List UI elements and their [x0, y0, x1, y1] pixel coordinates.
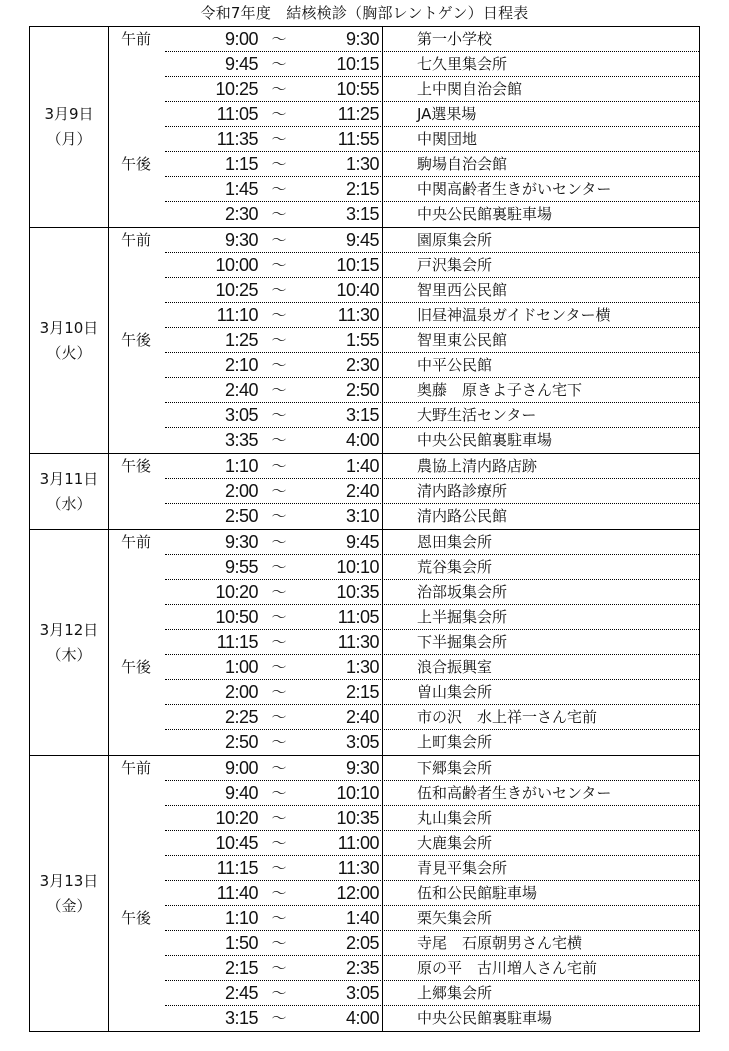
date-cell — [30, 228, 109, 453]
end-time: 12:00 — [336, 883, 379, 903]
location-name: 荒谷集会所 — [417, 558, 493, 576]
location-name: 中関高齢者生きがいセンター — [417, 180, 612, 198]
location-name: 栗矢集会所 — [417, 909, 493, 927]
location-name: 原の平 古川増人さん宅前 — [417, 959, 598, 977]
schedule-row — [109, 479, 699, 504]
end-time: 4:00 — [345, 430, 379, 450]
schedule-row — [109, 102, 699, 127]
start-time: 2:00 — [224, 682, 258, 702]
location-name: 智里西公民館 — [417, 281, 508, 299]
location-name: 清内路公民館 — [417, 507, 508, 525]
time-separator: ～ — [271, 205, 287, 223]
page-title: 令和7年度 結核検診（胸部レントゲン）日程表 — [200, 4, 529, 22]
location-name: 下半掘集会所 — [417, 633, 508, 651]
column-divider — [382, 956, 383, 981]
date-label: 3月12日 — [39, 620, 99, 639]
date-label: 3月11日 — [39, 469, 99, 488]
date-cell — [30, 530, 109, 755]
column-divider — [382, 27, 383, 52]
time-separator: ～ — [271, 959, 287, 977]
location-name: 上町集会所 — [417, 733, 493, 751]
day-rows — [109, 454, 699, 529]
time-separator: ～ — [271, 507, 287, 525]
end-time: 11:30 — [337, 305, 379, 325]
start-time: 9:00 — [224, 758, 258, 778]
location-name: 中央公民館裏駐車場 — [417, 431, 553, 449]
time-separator: ～ — [271, 457, 287, 475]
weekday-label: （火） — [46, 343, 92, 362]
end-time: 10:10 — [336, 557, 379, 577]
start-time: 1:10 — [224, 456, 258, 476]
location-name: 旧昼神温泉ガイドセンター横 — [417, 306, 611, 324]
end-time: 1:40 — [345, 456, 379, 476]
schedule-row — [109, 956, 699, 981]
start-time: 1:45 — [224, 179, 258, 199]
end-time: 9:45 — [345, 230, 379, 250]
time-separator: ～ — [271, 909, 287, 927]
time-separator: ～ — [271, 1009, 287, 1027]
end-time: 2:30 — [345, 355, 379, 375]
location-name: 青見平集会所 — [417, 859, 508, 877]
time-separator: ～ — [271, 482, 287, 500]
date-label: 3月9日 — [44, 105, 94, 123]
schedule-row — [109, 680, 699, 705]
period-label: 午前 — [121, 533, 152, 551]
location-name: 奥藤 原きよ子さん宅下 — [417, 381, 583, 399]
end-time: 10:40 — [336, 280, 379, 300]
location-name: 上中関自治会館 — [417, 80, 523, 98]
schedule-row — [109, 630, 699, 655]
time-separator: ～ — [271, 934, 287, 952]
day-rows — [109, 756, 699, 1031]
end-time: 4:00 — [345, 1008, 379, 1028]
period-label: 午前 — [121, 30, 152, 48]
schedule-row — [109, 403, 699, 428]
end-time: 1:40 — [345, 908, 379, 928]
time-separator: ～ — [271, 558, 287, 576]
end-time: 2:15 — [345, 682, 379, 702]
end-time: 9:30 — [345, 758, 379, 778]
end-time: 3:15 — [345, 405, 379, 425]
start-time: 9:55 — [224, 557, 258, 577]
start-time: 2:00 — [224, 481, 258, 501]
end-time: 10:10 — [336, 783, 379, 803]
location-name: 浪合振興室 — [417, 658, 493, 676]
column-divider — [382, 630, 383, 655]
location-name: 駒場自治会館 — [417, 155, 508, 173]
schedule-row — [109, 655, 699, 680]
column-divider — [382, 403, 383, 428]
start-time: 3:35 — [224, 430, 258, 450]
column-divider — [382, 102, 383, 127]
time-separator: ～ — [271, 733, 287, 751]
location-name: 農協上清内路店跡 — [417, 457, 538, 475]
day-group — [30, 227, 699, 453]
location-name: 市の沢 水上祥一さん宅前 — [417, 708, 598, 726]
end-time: 10:35 — [336, 582, 379, 602]
time-separator: ～ — [271, 759, 287, 777]
schedule-row — [109, 152, 699, 177]
end-time: 1:30 — [345, 657, 379, 677]
column-divider — [382, 730, 383, 755]
time-separator: ～ — [271, 180, 287, 198]
column-divider — [382, 378, 383, 403]
date-cell — [30, 756, 109, 1031]
column-divider — [382, 52, 383, 77]
time-separator: ～ — [271, 859, 287, 877]
schedule-row — [109, 856, 699, 881]
day-group — [30, 453, 699, 529]
day-rows — [109, 530, 699, 755]
time-separator: ～ — [271, 583, 287, 601]
start-time: 10:20 — [215, 808, 258, 828]
time-separator: ～ — [271, 30, 287, 48]
schedule-table — [29, 26, 700, 1032]
time-separator: ～ — [271, 331, 287, 349]
time-separator: ～ — [271, 984, 287, 1002]
time-separator: ～ — [271, 80, 287, 98]
location-name: 園原集会所 — [417, 231, 493, 249]
location-name: 中平公民館 — [417, 356, 493, 374]
column-divider — [382, 580, 383, 605]
start-time: 10:45 — [215, 833, 258, 853]
period-label: 午前 — [121, 759, 152, 777]
end-time: 11:25 — [337, 104, 379, 124]
schedule-row — [109, 228, 699, 253]
schedule-row — [109, 454, 699, 479]
start-time: 1:15 — [224, 154, 258, 174]
start-time: 11:15 — [216, 858, 258, 878]
date-label: 3月13日 — [39, 871, 99, 890]
start-time: 9:40 — [224, 783, 258, 803]
start-time: 2:50 — [224, 506, 258, 526]
end-time: 9:30 — [345, 29, 379, 49]
column-divider — [382, 605, 383, 630]
time-separator: ～ — [271, 633, 287, 651]
time-separator: ～ — [271, 306, 287, 324]
date-cell — [30, 27, 109, 227]
time-separator: ～ — [271, 381, 287, 399]
start-time: 9:00 — [224, 29, 258, 49]
location-name: 中関団地 — [417, 130, 478, 148]
start-time: 11:15 — [216, 632, 258, 652]
period-label: 午後 — [121, 331, 152, 349]
end-time: 9:45 — [345, 532, 379, 552]
start-time: 1:25 — [224, 330, 258, 350]
end-time: 10:55 — [336, 79, 379, 99]
start-time: 2:40 — [224, 380, 258, 400]
start-time: 11:10 — [216, 305, 258, 325]
start-time: 11:40 — [216, 883, 258, 903]
start-time: 9:45 — [224, 54, 258, 74]
column-divider — [382, 881, 383, 906]
column-divider — [382, 831, 383, 856]
start-time: 2:45 — [224, 983, 258, 1003]
weekday-label: （木） — [46, 645, 92, 664]
column-divider — [382, 202, 383, 227]
schedule-row — [109, 605, 699, 630]
start-time: 1:10 — [224, 908, 258, 928]
location-name: 戸沢集会所 — [417, 256, 493, 274]
start-time: 2:15 — [224, 958, 258, 978]
location-name: 智里東公民館 — [417, 331, 508, 349]
end-time: 3:05 — [345, 983, 379, 1003]
schedule-row — [109, 730, 699, 755]
location-name: 丸山集会所 — [417, 809, 493, 827]
column-divider — [382, 127, 383, 152]
end-time: 3:15 — [345, 204, 379, 224]
end-time: 2:40 — [345, 481, 379, 501]
time-separator: ～ — [271, 281, 287, 299]
end-time: 10:35 — [336, 808, 379, 828]
schedule-row — [109, 77, 699, 102]
schedule-row — [109, 27, 699, 52]
column-divider — [382, 303, 383, 328]
start-time: 9:30 — [224, 230, 258, 250]
column-divider — [382, 806, 383, 831]
period-label: 午前 — [121, 231, 152, 249]
location-name: JA選果場 — [417, 105, 477, 123]
schedule-row — [109, 504, 699, 529]
column-divider — [382, 781, 383, 806]
end-time: 2:40 — [345, 707, 379, 727]
weekday-label: （金） — [46, 896, 92, 915]
column-divider — [382, 428, 383, 453]
column-divider — [382, 454, 383, 479]
location-name: 伍和公民館駐車場 — [417, 884, 538, 902]
end-time: 2:35 — [345, 958, 379, 978]
time-separator: ～ — [271, 809, 287, 827]
location-name: 寺尾 石原朝男さん宅横 — [417, 934, 583, 952]
schedule-row — [109, 580, 699, 605]
schedule-row — [109, 981, 699, 1006]
schedule-row — [109, 428, 699, 453]
start-time: 2:30 — [224, 204, 258, 224]
column-divider — [382, 278, 383, 303]
time-separator: ～ — [271, 406, 287, 424]
time-separator: ～ — [271, 683, 287, 701]
column-divider — [382, 555, 383, 580]
schedule-row — [109, 253, 699, 278]
location-name: 下郷集会所 — [417, 759, 493, 777]
schedule-row — [109, 1006, 699, 1031]
start-time: 10:00 — [215, 255, 258, 275]
column-divider — [382, 756, 383, 781]
schedule-row — [109, 881, 699, 906]
column-divider — [382, 77, 383, 102]
end-time: 1:55 — [345, 330, 379, 350]
time-separator: ～ — [271, 256, 287, 274]
location-name: 伍和高齢者生きがいセンター — [417, 784, 612, 802]
location-name: 大鹿集会所 — [417, 834, 493, 852]
location-name: 中央公民館裏駐車場 — [417, 1009, 553, 1027]
schedule-row — [109, 756, 699, 781]
time-separator: ～ — [271, 431, 287, 449]
weekday-label: （月） — [46, 130, 92, 148]
time-separator: ～ — [271, 708, 287, 726]
date-label: 3月10日 — [39, 318, 99, 337]
start-time: 1:50 — [224, 933, 258, 953]
start-time: 2:25 — [224, 707, 258, 727]
schedule-row — [109, 831, 699, 856]
location-name: 恩田集会所 — [417, 533, 493, 551]
column-divider — [382, 152, 383, 177]
start-time: 10:25 — [215, 280, 258, 300]
period-label: 午後 — [121, 155, 152, 173]
day-group — [30, 529, 699, 755]
end-time: 11:55 — [337, 129, 379, 149]
schedule-row — [109, 705, 699, 730]
schedule-row — [109, 202, 699, 227]
start-time: 1:00 — [224, 657, 258, 677]
time-separator: ～ — [271, 658, 287, 676]
end-time: 11:30 — [337, 858, 379, 878]
location-name: 七久里集会所 — [417, 55, 508, 73]
column-divider — [382, 253, 383, 278]
time-separator: ～ — [271, 105, 287, 123]
schedule-row — [109, 781, 699, 806]
time-separator: ～ — [271, 356, 287, 374]
column-divider — [382, 228, 383, 253]
location-name: 上半掘集会所 — [417, 608, 508, 626]
schedule-row — [109, 278, 699, 303]
start-time: 3:05 — [224, 405, 258, 425]
column-divider — [382, 655, 383, 680]
end-time: 3:05 — [345, 732, 379, 752]
end-time: 11:05 — [337, 607, 379, 627]
schedule-row — [109, 806, 699, 831]
column-divider — [382, 328, 383, 353]
start-time: 11:05 — [216, 104, 258, 124]
time-separator: ～ — [271, 784, 287, 802]
end-time: 10:15 — [336, 54, 379, 74]
end-time: 10:15 — [336, 255, 379, 275]
start-time: 2:50 — [224, 732, 258, 752]
column-divider — [382, 705, 383, 730]
schedule-row — [109, 127, 699, 152]
start-time: 10:50 — [215, 607, 258, 627]
start-time: 3:15 — [224, 1008, 258, 1028]
location-name: 中央公民館裏駐車場 — [417, 205, 553, 223]
end-time: 2:05 — [345, 933, 379, 953]
time-separator: ～ — [271, 130, 287, 148]
end-time: 11:00 — [337, 833, 379, 853]
location-name: 清内路診療所 — [417, 482, 508, 500]
column-divider — [382, 931, 383, 956]
schedule-row — [109, 52, 699, 77]
column-divider — [382, 479, 383, 504]
column-divider — [382, 177, 383, 202]
period-label: 午後 — [121, 658, 152, 676]
end-time: 2:15 — [345, 179, 379, 199]
time-separator: ～ — [271, 834, 287, 852]
time-separator: ～ — [271, 55, 287, 73]
column-divider — [382, 856, 383, 881]
location-name: 第一小学校 — [417, 30, 493, 48]
column-divider — [382, 530, 383, 555]
start-time: 9:30 — [224, 532, 258, 552]
column-divider — [382, 906, 383, 931]
end-time: 3:10 — [345, 506, 379, 526]
start-time: 10:20 — [215, 582, 258, 602]
day-rows — [109, 228, 699, 453]
day-group — [30, 755, 699, 1031]
location-name: 曽山集会所 — [417, 683, 493, 701]
period-label: 午後 — [121, 909, 152, 927]
end-time: 1:30 — [345, 154, 379, 174]
start-time: 2:10 — [224, 355, 258, 375]
end-time: 2:50 — [345, 380, 379, 400]
column-divider — [382, 981, 383, 1006]
schedule-row — [109, 555, 699, 580]
time-separator: ～ — [271, 608, 287, 626]
day-rows — [109, 27, 699, 227]
column-divider — [382, 504, 383, 529]
weekday-label: （水） — [46, 494, 92, 513]
schedule-row — [109, 353, 699, 378]
schedule-row — [109, 378, 699, 403]
time-separator: ～ — [271, 884, 287, 902]
day-group — [30, 27, 699, 227]
column-divider — [382, 680, 383, 705]
start-time: 11:35 — [216, 129, 258, 149]
schedule-row — [109, 328, 699, 353]
date-cell — [30, 454, 109, 529]
column-divider — [382, 353, 383, 378]
column-divider — [382, 1006, 383, 1031]
schedule-row — [109, 530, 699, 555]
schedule-row — [109, 177, 699, 202]
schedule-row — [109, 931, 699, 956]
start-time: 10:25 — [215, 79, 258, 99]
location-name: 大野生活センター — [417, 406, 537, 424]
end-time: 11:30 — [337, 632, 379, 652]
location-name: 治部坂集会所 — [417, 583, 508, 601]
location-name: 上郷集会所 — [417, 984, 493, 1002]
time-separator: ～ — [271, 533, 287, 551]
time-separator: ～ — [271, 155, 287, 173]
time-separator: ～ — [271, 231, 287, 249]
schedule-row — [109, 906, 699, 931]
period-label: 午後 — [121, 457, 152, 475]
schedule-row — [109, 303, 699, 328]
